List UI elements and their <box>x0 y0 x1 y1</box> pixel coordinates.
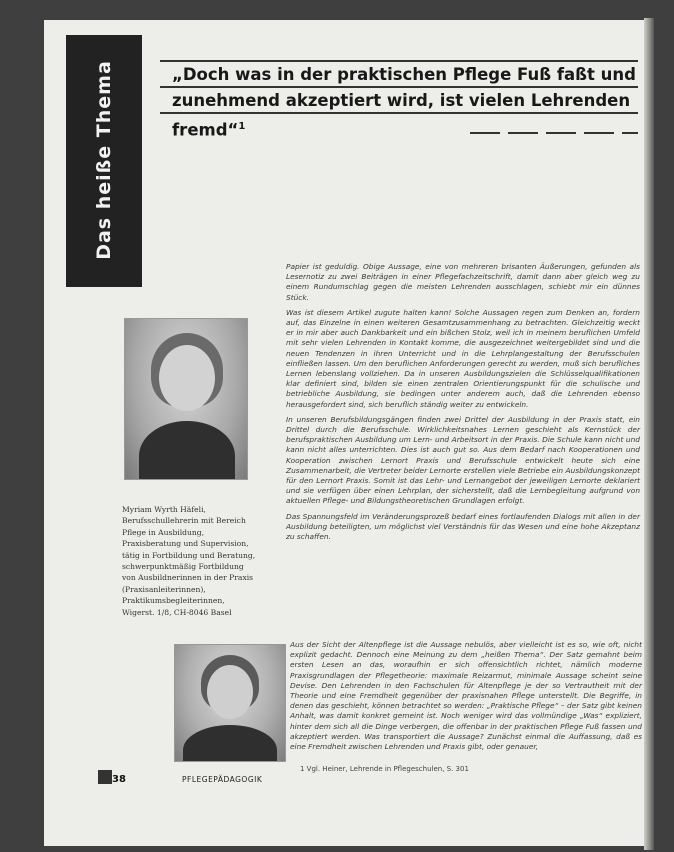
page-number: 38 <box>112 774 126 785</box>
article-column-2 <box>290 640 642 757</box>
caption-text: Berufsschullehrerin mit Bereich Pflege in Ausbildung, Praxisberatung und Supervision, tätig in Fortbildung und Beratung, schwerpunktmäßig Fortbildung von Ausbildnerinnen in der Praxis (Praxisanleiterinnen), Praktikumsbegleiterinnen, Wigerst. 1/8, CH-8046 Basel <box>122 516 256 617</box>
headline-text: „Doch was in der praktischen Pflege Fuß faßt und zunehmend akzeptiert wird, ist vielen Lehrenden fremd“ <box>172 65 636 140</box>
photo-1-shoulders <box>139 421 235 480</box>
photo-caption <box>122 504 258 618</box>
page-edge <box>644 18 654 850</box>
author-photo-2 <box>174 644 286 762</box>
paragraph: In unseren Berufsbildungsgängen finden zwei Drittel der Ausbildung in der Praxis statt, ein Drittel durch die Berufsschule. Wirklichkeitsnahes Lernen geschieht als Kernstück der berufspraktischen Ausbildung um Lern- und Arbeitsort in der Praxis. Die Schule kann nicht und kann nicht alles unterrichten. Dies ist auch gut so. Aus dem Bedarf nach Kooperationen und Kooperation zwischen Lernort Praxis und Berufsschule entwickelt heute sich eine Zusammenarbeit, die Vertreter beider Lernorte erstellen viele Betriebe ein Ausbildungskonzept für den Lernort Praxis. Somit ist das Lehr- und Lernangebot der jeweiligen Lernorte deklariert und sie verfügen über einen Lehrplan, der sicherstellt, daß die Lernbegleitung aufgrund von aktuellen Pflege- und Bildungstheoretischen Grundlagen erfolgt. <box>286 414 640 506</box>
photo-2-shoulders <box>183 725 277 762</box>
headline-dash-rule <box>470 132 638 134</box>
headline-footnote-mark: 1 <box>238 121 246 132</box>
journal-name: PFLEGEPÄDAGOGIK <box>182 775 263 784</box>
folio-marker <box>98 770 112 784</box>
paragraph: Aus der Sicht der Altenpflege ist die Aussage nebulös, aber vielleicht ist es so, wie oft, nicht explizit gedacht. Dennoch eine Meinung zu dem „heißen Thema“. Der Satz gemahnt beim ersten Lesen an das, woraufhin er sich offensichtlich richtet, nämlich moderne Praxisgrundlagen der Pflegetheorie: maximale Reizarmut, minimale Aussage scheint seine Devise. Den Lehrenden in den Fachschulen für Altenpflege je der so Vertrautheit mit der Theorie und eine Fremdheit gegenüber der praxisnahen Pflege unterstellt. Die Begriffe, in denen das geschieht, können betrachtet so werden: „Praktische Pflege“ – der Satz gibt keinen Anhalt, was damit konkret gemeint ist. Noch weniger wird das vollmündige „Was“ expliziert, hinter dem sich all die Dinge verbergen, die offenbar in der praktischen Pflege Fuß fassen und akzeptiert werden. Was transportiert die Aussage? Zunächst einmal die Auffassung, daß es eine Fremdheit zwischen Lehrenden und Praxis gibt, oder genauer, <box>290 640 642 752</box>
article-column-1 <box>286 262 640 547</box>
photo-1-face <box>159 345 215 411</box>
paragraph: Papier ist geduldig. Obige Aussage, eine von mehreren brisanten Äußerungen, gefunden als Lesernotiz zu zwei Beiträgen in einer Pflegefachzeitschrift, damit dann aber gleich weg zu einem Rundumschlag gegen die meisten Lehrenden ausschlagen, schiebt mir ein dünnes Stück. <box>286 262 640 302</box>
photo-2-face <box>207 665 253 719</box>
section-label: Das heiße Thema <box>93 60 115 260</box>
paragraph: Das Spannungsfeld im Veränderungsprozeß bedarf eines fortlaufenden Dialogs mit allen in der Ausbildung beteiligten, um möglichst viel Verständnis für das Wesen und eine hohe Akzeptanz zu schaffen. <box>286 511 640 542</box>
author-photo-1 <box>124 318 248 480</box>
caption-name: Myriam Wyrth Häfeli, <box>122 505 206 514</box>
paragraph: Was ist diesem Artikel zugute halten kann! Solche Aussagen regen zum Denken an, fordern auf, das Einzelne in einen weiteren Gesamtzusammenhang zu betrachten. Gleichzeitig weckt er in mir aber auch Dankbarkeit und ein bißchen Stolz, weil ich in meinem beruflichen Umfeld mit sehr vielen Lehrenden in Kontakt komme, die ausgezeichnet weitergebildet sind und die neuen Tendenzen in ihren Unterricht und in die Lehrplangestaltung der Berufsschulen einfließen lassen. Um den beruflichen Anforderungen gerecht zu werden, muß sich berufliches Lernen lebenslang vollziehen. Da in unseren Ausbildungszielen die Schlüsselqualifikationen klar definiert sind, bilden sie einen zentralen Orientierungspunkt für die schulische und betriebliche Ausbildung, sie bedingen unter anderem auch, daß die Lehrenden ebenso herausgefordert sind, sich beruflich ständig weiter zu entwickeln. <box>286 307 640 409</box>
article-footnote: 1 Vgl. Heiner, Lehrende in Pflegeschulen, S. 301 <box>300 765 469 773</box>
